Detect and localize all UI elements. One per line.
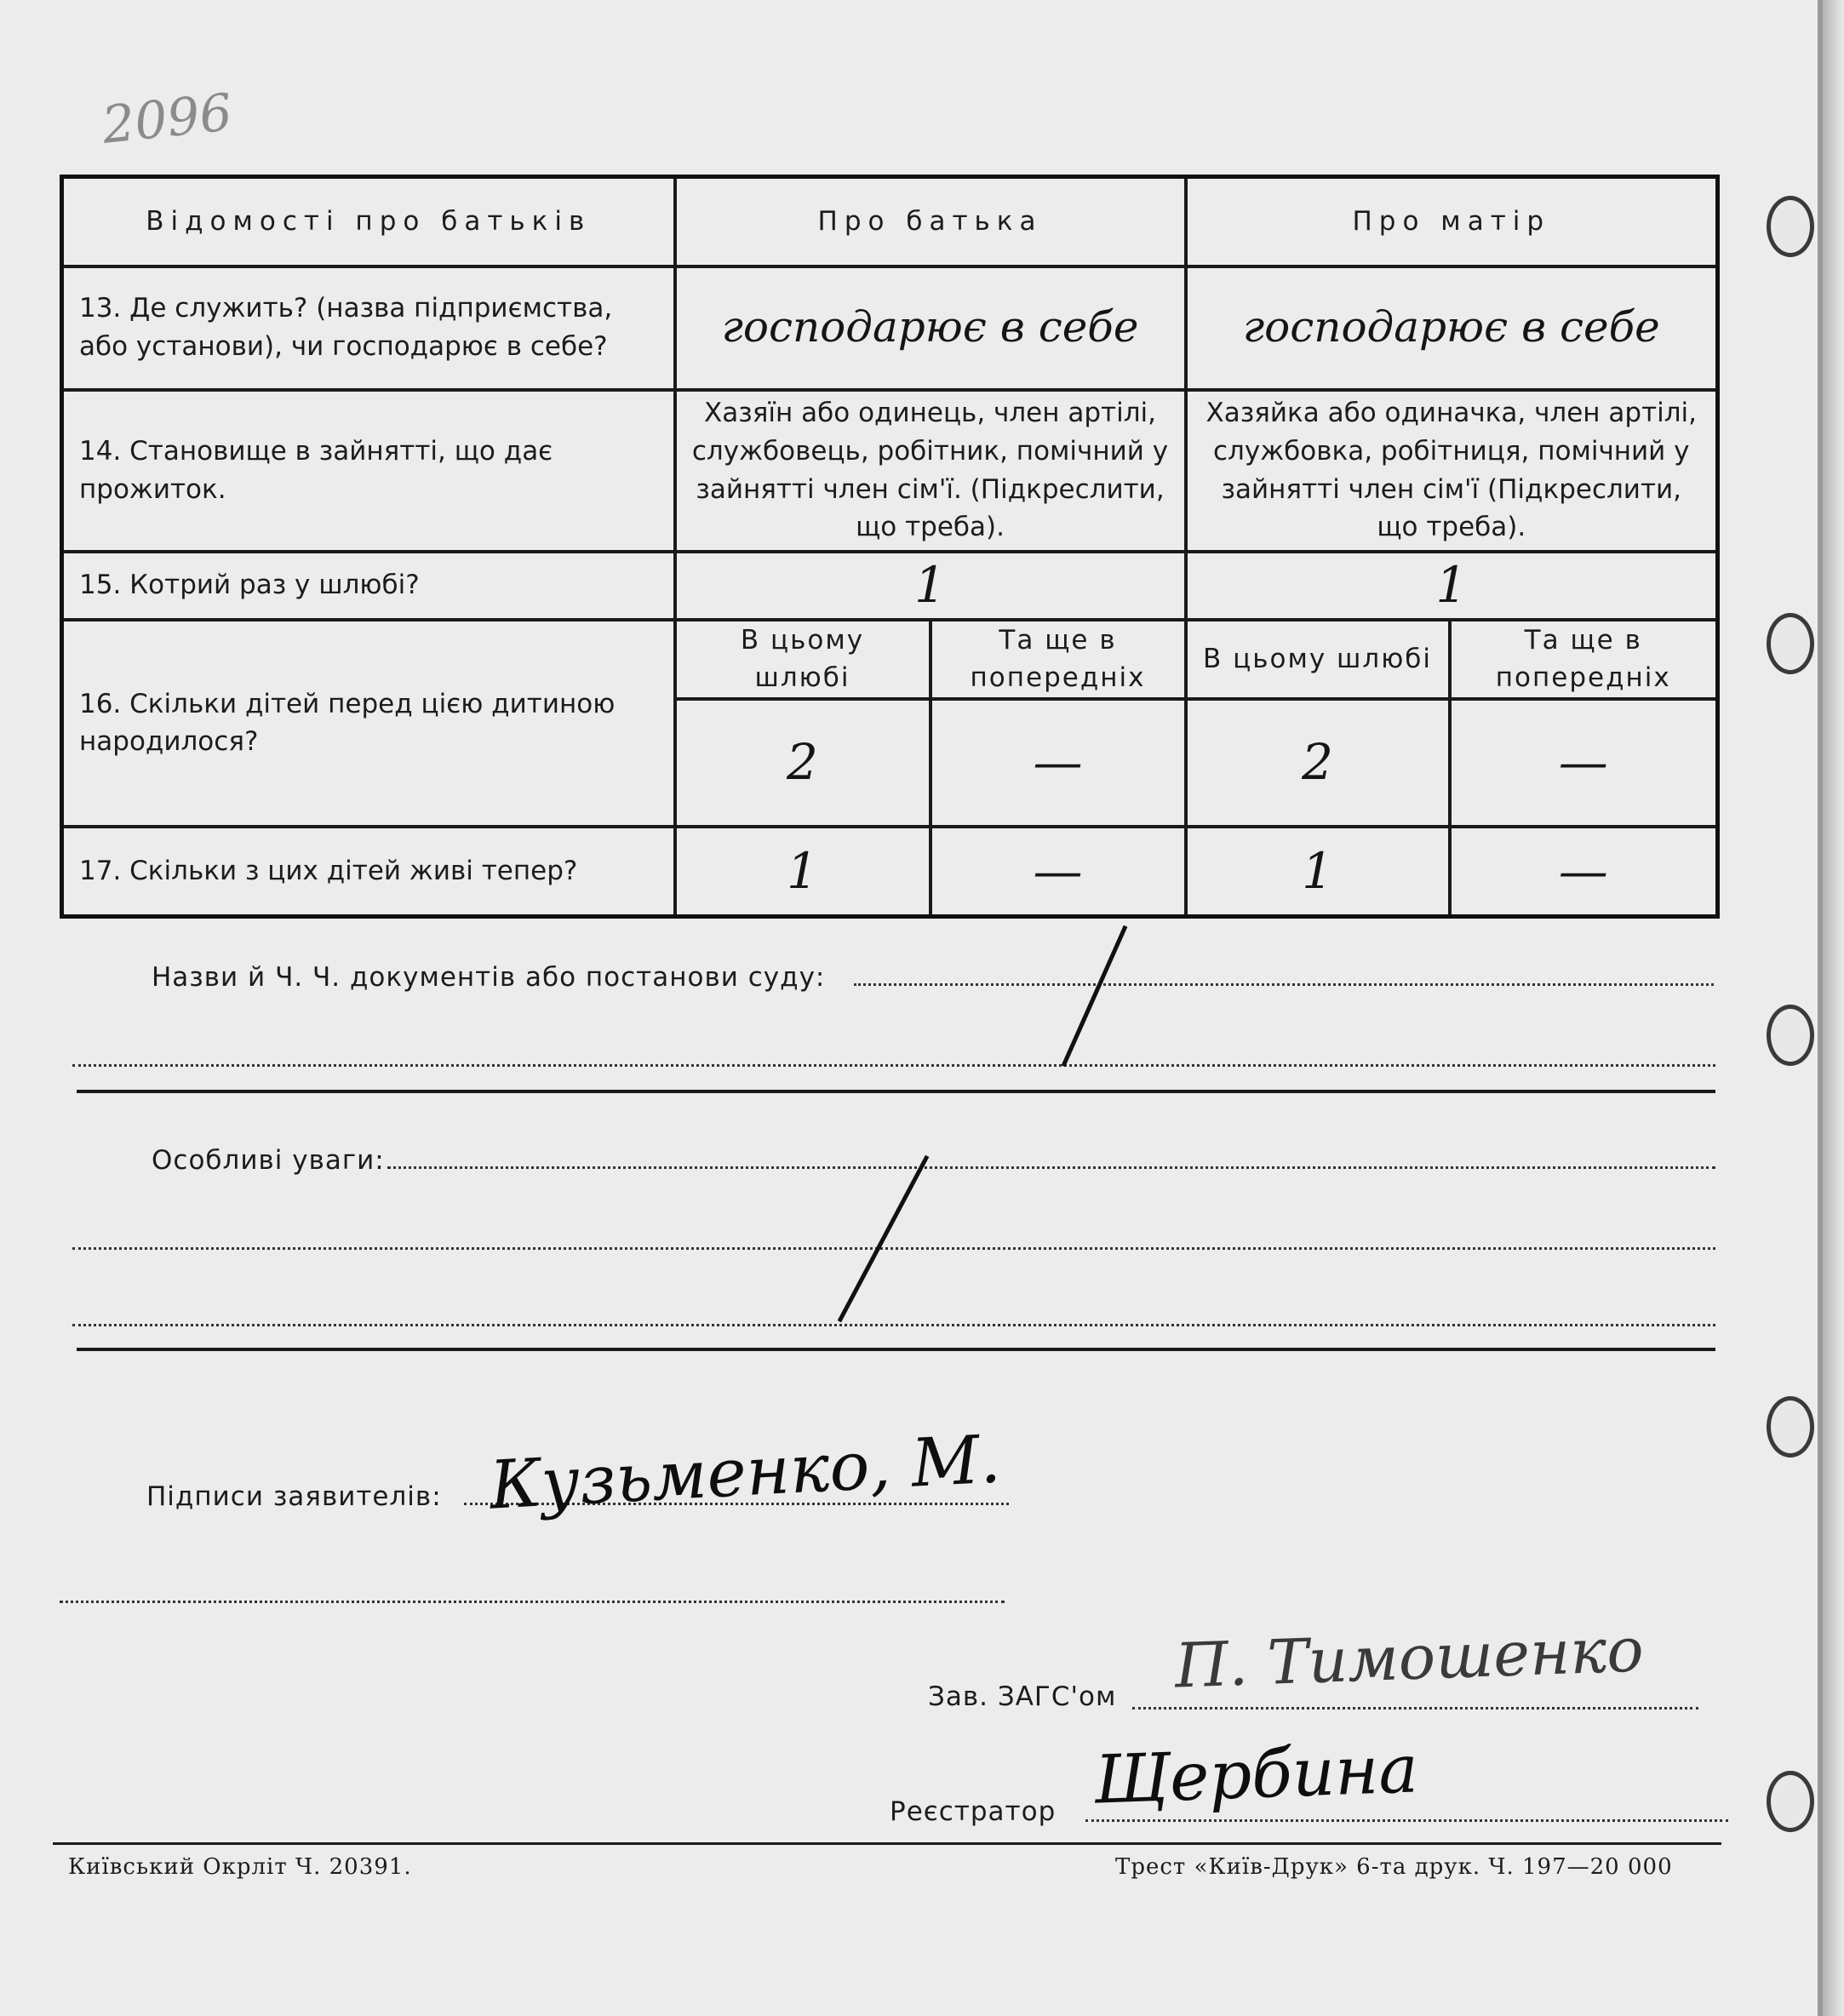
binder-hole	[1767, 1396, 1814, 1458]
subheader-mother-this: В цьому шлюбі	[1186, 620, 1450, 700]
options-14-father: Хазяїн або одинець, член артілі, службовець, робітник, помічний у зайнятті член сім'ї. (Підкреслити, що треба).	[675, 390, 1186, 552]
question-13: 13. Де служить? (назва підприємства, або установи), чи господарює в себе?	[62, 266, 675, 390]
divider	[77, 1348, 1715, 1351]
subheader-father-previous: Та ще в попередніх	[931, 620, 1186, 700]
handwritten-answer: господарює в себе	[1242, 301, 1660, 352]
answer-15-father	[675, 552, 1186, 620]
handwritten-answer: —	[1033, 841, 1083, 900]
dotted-line	[1085, 1819, 1728, 1822]
answer-16-father-prev	[931, 699, 1186, 827]
applicant-signature: Кузьменко, М.	[488, 1421, 1003, 1525]
handwritten-answer: 1	[1302, 841, 1333, 900]
header-father: Про батька	[675, 177, 1186, 266]
question-14: 14. Становище в зайнятті, що дає прожиток.	[62, 390, 675, 552]
table-subheader-row	[62, 620, 1718, 700]
binding-edge	[1823, 0, 1844, 2016]
head-label: Зав. ЗАГС'ом	[928, 1681, 1117, 1712]
subheader-father-this: В цьому шлюбі	[675, 620, 931, 700]
options-14-mother: Хазяйка або одиначка, член артілі, службовка, робітниця, помічний у зайнятті член сім'ї (Підкреслити, що треба).	[1186, 390, 1718, 552]
parents-info-table	[60, 175, 1720, 919]
handwritten-answer: —	[1033, 733, 1083, 792]
binder-hole	[1767, 613, 1814, 674]
table-row-14	[62, 390, 1718, 552]
handwritten-answer: 1	[1435, 555, 1468, 614]
handwritten-answer: господарює в себе	[721, 301, 1139, 352]
question-17: 17. Скільки з цих дітей живі тепер?	[62, 827, 675, 916]
table-header-row	[62, 177, 1718, 266]
handwritten-answer: —	[1558, 841, 1608, 900]
dotted-line	[854, 983, 1714, 986]
registrar-signature: Щербина	[1092, 1731, 1420, 1819]
question-15: 15. Котрий раз у шлюбі?	[62, 552, 675, 620]
answer-16-mother-this	[1186, 699, 1450, 827]
divider	[77, 1090, 1715, 1093]
registrar-label: Реєстратор	[890, 1796, 1057, 1827]
dotted-line	[72, 1324, 1715, 1326]
header-mother: Про матір	[1186, 177, 1718, 266]
dotted-line	[72, 1064, 1715, 1067]
handwritten-answer: —	[1558, 733, 1608, 792]
answer-15-mother	[1186, 552, 1718, 620]
remarks-label: Особливі уваги:	[152, 1145, 385, 1176]
footer-rule	[53, 1842, 1721, 1845]
binder-hole	[1767, 1005, 1814, 1066]
table-row-17	[62, 827, 1718, 916]
answer-17-mother-this	[1186, 827, 1450, 916]
binder-hole	[1767, 1771, 1814, 1832]
handwritten-answer: 2	[787, 733, 818, 792]
answer-17-father-prev	[931, 827, 1186, 916]
answer-13-father	[675, 266, 1186, 390]
answer-13-mother	[1186, 266, 1718, 390]
handwritten-answer: 2	[1302, 733, 1333, 792]
applicants-label: Підписи заявителів:	[146, 1481, 442, 1512]
head-signature: П. Тимошенко	[1173, 1613, 1645, 1702]
table-row-13	[62, 266, 1718, 390]
dotted-line	[1132, 1707, 1698, 1710]
dotted-line	[387, 1166, 1715, 1169]
handwritten-answer: 1	[787, 841, 818, 900]
table-row-15	[62, 552, 1718, 620]
dotted-line	[60, 1601, 1005, 1603]
footer-left: Київський Окрліт Ч. 20391.	[68, 1854, 412, 1880]
dotted-line	[72, 1247, 1715, 1250]
documents-label: Назви й Ч. Ч. документів або постанови суду:	[152, 962, 826, 993]
handwritten-answer: 1	[914, 555, 946, 614]
question-16: 16. Скільки дітей перед цією дитиною народилося?	[62, 620, 675, 828]
subheader-mother-previous: Та ще в попередніх	[1450, 620, 1718, 700]
header-parents-info: Відомості про батьків	[62, 177, 675, 266]
footer-right: Трест «Київ-Друк» 6-та друк. Ч. 197—20 000	[1115, 1854, 1673, 1880]
binder-hole	[1767, 196, 1814, 257]
answer-16-mother-prev	[1450, 699, 1718, 827]
pencil-number: 2096	[99, 83, 235, 156]
answer-17-father-this	[675, 827, 931, 916]
answer-17-mother-prev	[1450, 827, 1718, 916]
answer-16-father-this	[675, 699, 931, 827]
